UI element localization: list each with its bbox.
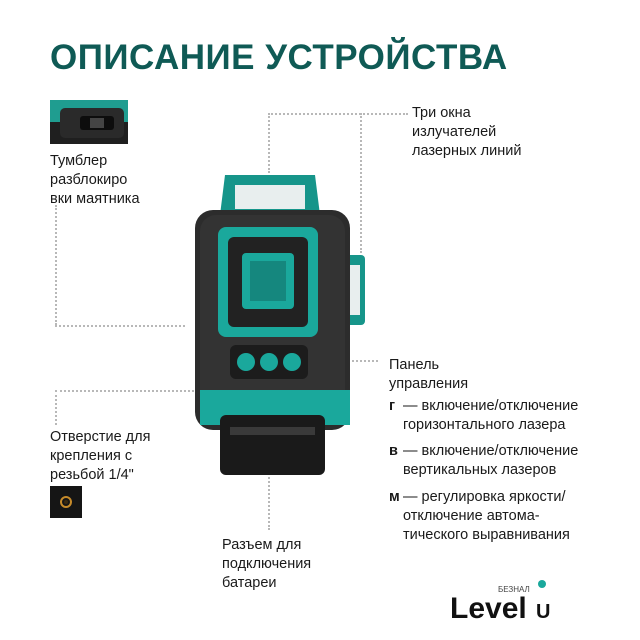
legend-g-line-1: — включение/отключение — [403, 398, 579, 414]
leader-line-windows — [268, 113, 408, 115]
mount-hole-photo — [50, 486, 82, 518]
legend-item-g — [389, 397, 578, 435]
legend-m-line-3: тического выравнивания — [403, 527, 570, 543]
mount-hole-label — [50, 428, 150, 485]
control-panel-label — [389, 356, 468, 394]
mount-hole-line-2: крепления с — [50, 448, 133, 464]
leader-line-toggle — [55, 205, 57, 325]
mount-hole-line-1: Отверстие для — [50, 429, 151, 445]
svg-text:БЕЗНАЛ: БЕЗНАЛ — [498, 585, 530, 594]
control-panel-line-2: управления — [389, 376, 469, 392]
level-up-logo — [450, 570, 570, 630]
legend-key-v: в — [389, 443, 398, 459]
legend-g-line-2: горизонтального лазера — [403, 417, 566, 433]
pendulum-toggle-line-1: Тумблер — [50, 153, 108, 169]
legend-item-m — [389, 488, 570, 545]
leader-line-toggle-horizontal — [55, 325, 185, 327]
pendulum-toggle-line-3: вки маятника — [50, 191, 140, 207]
pendulum-toggle-line-2: разблокиро — [50, 172, 128, 188]
svg-text:U: U — [536, 601, 551, 623]
leader-line-windows-vertical — [268, 113, 270, 173]
legend-m-line-2: отключение автома- — [403, 508, 540, 524]
control-panel-line-1: Панель — [389, 357, 440, 373]
three-windows-label — [412, 104, 521, 161]
leader-line-mount-vertical — [55, 390, 57, 425]
legend-m-line-1: — регулировка яркости/ — [403, 489, 566, 505]
mount-hole-line-3: резьбой 1/4" — [50, 467, 134, 483]
three-windows-line-1: Три окна — [412, 105, 471, 121]
legend-v-line-2: вертикальных лазеров — [403, 462, 557, 478]
legend-item-v — [389, 442, 578, 480]
battery-connector-line-3: батареи — [222, 575, 277, 591]
legend-v-line-1: — включение/отключение — [403, 443, 579, 459]
legend-key-g: г — [389, 398, 396, 414]
laser-level-device — [180, 165, 380, 485]
svg-text:Level: Level — [450, 592, 527, 625]
battery-connector-label — [222, 536, 311, 593]
three-windows-line-3: лазерных линий — [412, 143, 522, 159]
battery-connector-line-1: Разъем для — [222, 537, 302, 553]
three-windows-line-2: излучателей — [412, 124, 497, 140]
battery-connector-line-2: подключения — [222, 556, 312, 572]
toggle-photo — [50, 100, 128, 144]
page-title: ОПИСАНИЕ УСТРОЙСТВА — [50, 38, 508, 77]
legend-key-m: м — [389, 489, 400, 505]
pendulum-toggle-label — [50, 152, 140, 209]
